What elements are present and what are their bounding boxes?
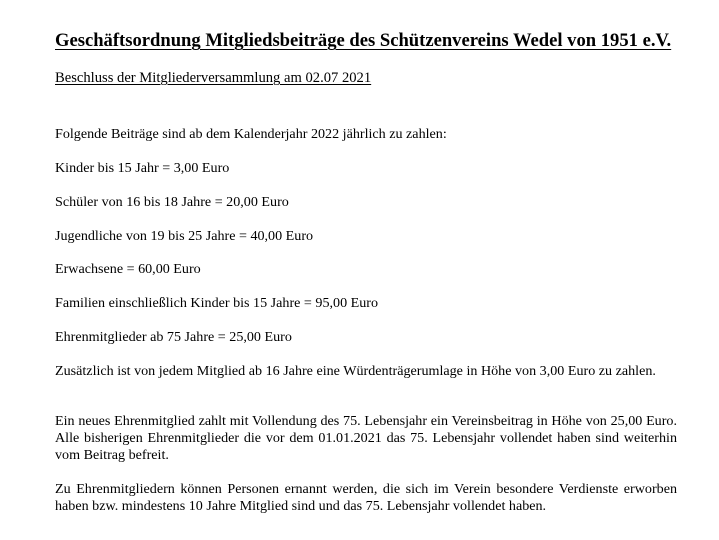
fee-item-schueler: Schüler von 16 bis 18 Jahre = 20,00 Euro (55, 194, 289, 210)
paragraph-wuerdentraegerumlage: Zusätzlich ist von jedem Mitglied ab 16 Jahre eine Würdenträgerumlage in Höhe von 3,00 Euro zu zahlen. (55, 363, 656, 379)
fee-item-erwachsene: Erwachsene = 60,00 Euro (55, 261, 201, 277)
document-title: Geschäftsordnung Mitgliedsbeiträge des Schützenvereins Wedel von 1951 e.V. (55, 30, 672, 51)
fee-item-familien: Familien einschließlich Kinder bis 15 Jahre = 95,00 Euro (55, 295, 379, 311)
fee-item-kinder: Kinder bis 15 Jahr = 3,00 Euro (55, 160, 230, 176)
fee-item-jugendliche: Jugendliche von 19 bis 25 Jahre = 40,00 Euro (55, 228, 314, 244)
paragraph-ehrenmitglied-ernennung: Zu Ehrenmitgliedern können Personen ernannt werden, die sich im Verein besondere Verdienste erworben haben bzw. mindestens 10 Jahre Mitglied sind und das 75. Lebensjahr vollendet haben. (55, 481, 677, 514)
document-page (55, 0, 677, 540)
intro-text: Folgende Beiträge sind ab dem Kalenderjahr 2022 jährlich zu zahlen: (55, 126, 447, 142)
document-subtitle: Beschluss der Mitgliederversammlung am 02.07 2021 (55, 70, 372, 86)
paragraph-ehrenmitglied-beitrag: Ein neues Ehrenmitglied zahlt mit Vollendung des 75. Lebensjahr ein Vereinsbeitrag in Höhe von 25,00 Euro. Alle bisherigen Ehrenmitglieder die vor dem 01.01.2021 das 75. Lebensjahr vollendet haben sind weiterhin vom Beitrag befreit. (55, 413, 677, 463)
fee-item-ehrenmitglieder: Ehrenmitglieder ab 75 Jahre = 25,00 Euro (55, 329, 292, 345)
